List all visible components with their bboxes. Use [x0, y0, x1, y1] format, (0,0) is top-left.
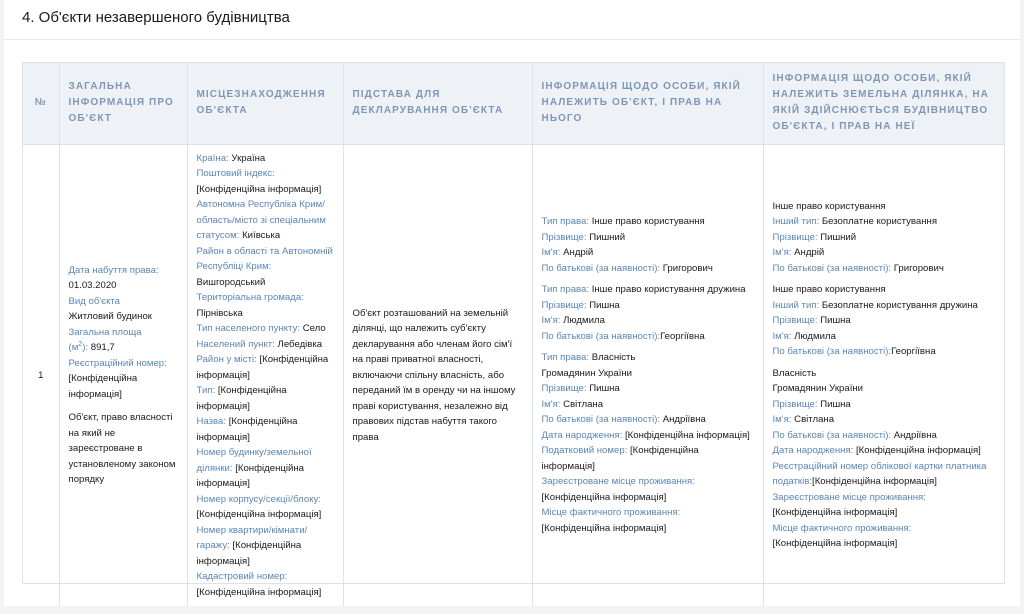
street-type-label: Тип:	[196, 385, 216, 396]
land1-other-label: Інший тип:	[772, 216, 820, 228]
land3-citizenship: Громадянин України	[772, 383, 864, 395]
owner3-name-label: Ім'я:	[541, 398, 561, 410]
owner3-dob: [Конфіденційна інформація]	[624, 429, 750, 441]
land2-patronymic: Георгіївна	[891, 346, 936, 358]
settlement-type: Село	[302, 323, 326, 334]
owner3-tax-label: Податковий номер:	[541, 445, 628, 457]
block-number: [Конфіденційна інформація]	[196, 509, 322, 520]
owner2-name: Людмила	[563, 315, 605, 327]
settlement-label: Населений пункт:	[196, 338, 275, 350]
land3-right: Власність	[772, 367, 817, 379]
owner3-patronymic: Андріївна	[662, 414, 706, 426]
postal-label: Поштовий індекс:	[196, 168, 275, 179]
land3-reg-addr-label: Зареєстроване місце проживання:	[772, 491, 926, 503]
land3-fact-addr-label: Місце фактичного проживання:	[772, 522, 912, 534]
owner1-name: Андрій	[563, 247, 594, 259]
area-value: 891,7	[90, 342, 115, 354]
owner2-patronymic-label: По батькові (за наявності):	[541, 330, 661, 342]
house-label: Номер будинку/земельної ділянки:	[196, 447, 312, 474]
house-number: [Конфіденційна інформація]	[196, 462, 304, 489]
land2-surname: Пишна	[820, 315, 851, 327]
owner1-surname-label: Прізвище:	[541, 231, 587, 243]
owner3-reg-addr-label: Зареєстроване місце проживання:	[541, 476, 695, 488]
owner3-surname: Пишна	[589, 383, 620, 395]
owner1-right: Інше право користування	[591, 216, 705, 228]
land3-reg-addr: [Конфіденційна інформація]	[772, 507, 898, 519]
basis-cell	[343, 144, 532, 606]
cadastral-label: Кадастровий номер:	[196, 571, 288, 582]
owner3-right: Власність	[591, 352, 636, 364]
owner1-patronymic-label: По батькові (за наявності):	[541, 262, 661, 274]
object-type: Житловий будинок	[68, 311, 152, 323]
owner1-name-label: Ім'я:	[541, 247, 561, 259]
owner3-citizenship: Громадянин України	[541, 367, 633, 379]
land3-surname: Пишна	[820, 398, 851, 410]
header-general: ЗАГАЛЬНА ІНФОРМАЦІЯ ПРО ОБ'ЄКТ	[59, 63, 187, 144]
land1-patronymic: Григорович	[893, 262, 944, 274]
land3-dob-label: Дата народження:	[772, 445, 854, 457]
land3-tax: [Конфіденційна інформація]	[812, 476, 937, 488]
header-location: МІСЦЕЗНАХОДЖЕННЯ ОБ'ЄКТА	[187, 63, 343, 144]
block-label: Номер корпусу/секції/блоку:	[196, 493, 321, 505]
land1-surname-label: Прізвище:	[772, 231, 818, 243]
declaration-table	[23, 63, 1004, 606]
row-number: 1	[23, 144, 59, 606]
owner2-name-label: Ім'я:	[541, 315, 561, 327]
unfinished-objects-table	[22, 62, 1005, 598]
city-district-label: Район у місті:	[196, 354, 257, 365]
reg-number-label: Реєстраційний номер:	[68, 357, 167, 369]
header-num: №	[23, 63, 59, 144]
acq-date-label: Дата набуття права:	[68, 264, 159, 276]
land2-other-label: Інший тип:	[772, 299, 820, 311]
reg-number: [Конфіденційна інформація]	[68, 373, 138, 400]
settlement: Лебедівка	[277, 338, 323, 350]
land-cell	[763, 144, 1004, 606]
owner3-surname-label: Прізвище:	[541, 383, 587, 395]
district-label: Район в області та Автономній Республіці Крим:	[196, 245, 333, 272]
land3-patronymic-label: По батькові (за наявності):	[772, 429, 892, 441]
type-label: Вид об'єкта	[68, 295, 121, 307]
owner3-name: Світлана	[563, 398, 604, 410]
owner3-fact-addr-label: Місце фактичного проживання:	[541, 507, 681, 519]
land3-fact-addr: [Конфіденційна інформація]	[772, 538, 898, 550]
region: Київська	[242, 230, 281, 241]
apt-label: Номер квартири/кімнати/гаражу:	[196, 524, 308, 551]
street-name-label: Назва:	[196, 416, 227, 427]
location-cell	[187, 144, 343, 606]
section-header	[4, 0, 1020, 40]
street-name: [Конфіденційна інформація]	[196, 416, 298, 443]
land2-name-label: Ім'я:	[772, 330, 792, 342]
region-label: Автономна Республіка Крим/область/місто зі спеціальним статусом:	[196, 199, 326, 241]
city-district: [Конфіденційна інформація]	[196, 354, 329, 381]
owner3-reg-addr: [Конфіденційна інформація]	[541, 491, 667, 503]
street-type: [Конфіденційна інформація]	[196, 385, 287, 412]
land1-right: Інше право користування	[772, 200, 886, 212]
area-label: Загальна площа $(м^2)$:	[68, 326, 142, 354]
owner3-patronymic-label: По батькові (за наявності):	[541, 414, 661, 426]
land1-other: Безоплатне користування	[821, 216, 938, 228]
header-basis: ПІДСТАВА ДЛЯ ДЕКЛАРУВАННЯ ОБ'ЄКТА	[343, 63, 532, 144]
land3-tax-label: Реєстраційний номер облікової картки платника податків:	[772, 460, 987, 488]
land3-dob: [Конфіденційна інформація]	[855, 445, 981, 457]
land2-right: Інше право користування	[772, 284, 886, 296]
acq-date: 01.03.2020	[68, 280, 117, 292]
owner1-patronymic: Григорович	[662, 262, 713, 274]
owner2-surname-label: Прізвище:	[541, 299, 587, 311]
land3-patronymic: Андріївна	[893, 429, 937, 441]
owner2-right: Інше право користування дружина	[591, 284, 746, 296]
owner3-right-label: Тип права:	[541, 352, 590, 364]
apt-number: [Конфіденційна інформація]	[196, 540, 302, 567]
basis-text: Об'єкт розташований на земельній ділянці, що належить суб'єкту декларування або членам його сім'ї на праві приватної власності, включаючи спільну власність, або переданий їм в оренду чи на іншому праві користування, незалежно від правових підстав набуття такого права	[352, 307, 516, 443]
land2-surname-label: Прізвище:	[772, 315, 818, 327]
land3-name-label: Ім'я:	[772, 414, 792, 426]
owner1-right-label: Тип права:	[541, 216, 590, 228]
registration-note: Об'єкт, право власності на який не зареєстроване в установленому законом порядку	[68, 412, 176, 486]
land1-name: Андрій	[794, 247, 825, 259]
land1-surname: Пишний	[820, 231, 857, 243]
owner3-dob-label: Дата народження:	[541, 429, 623, 441]
land1-patronymic-label: По батькові (за наявності):	[772, 262, 892, 274]
section-card	[4, 0, 1020, 606]
land2-patronymic-label: По батькові (за наявності):	[772, 346, 892, 358]
land3-surname-label: Прізвище:	[772, 398, 818, 410]
header-row	[23, 63, 1004, 144]
country: Україна	[231, 152, 266, 164]
land3-name: Світлана	[794, 414, 835, 426]
district: Вишгородський	[196, 276, 266, 288]
owner1-surname: Пишний	[589, 231, 626, 243]
general-cell	[59, 144, 187, 606]
owner2-right-label: Тип права:	[541, 284, 590, 296]
postal-code: [Конфіденційна інформація]	[196, 183, 322, 195]
header-owner: ІНФОРМАЦІЯ ЩОДО ОСОБИ, ЯКІЙ НАЛЕЖИТЬ ОБ'ЄКТ, І ПРАВ НА НЬОГО	[532, 63, 763, 144]
country-label: Країна:	[196, 152, 229, 164]
land2-name: Людмила	[794, 330, 836, 342]
header-land: ІНФОРМАЦІЯ ЩОДО ОСОБИ, ЯКІЙ НАЛЕЖИТЬ ЗЕМЕЛЬНА ДІЛЯНКА, НА ЯКІЙ ЗДІЙСНЮЄТЬСЯ БУДІВНИЦТВО ОБ'ЄКТА, І ПРАВ НА НЕЇ	[763, 63, 1004, 144]
community: Пірнівська	[196, 307, 243, 319]
owner-cell	[532, 144, 763, 606]
settlement-type-label: Тип населеного пункту:	[196, 323, 301, 334]
table-row	[23, 144, 1004, 606]
community-label: Територіальна громада:	[196, 292, 304, 303]
section-title: 4. Об'єкти незавершеного будівництва	[22, 9, 290, 26]
owner3-tax: [Конфіденційна інформація]	[541, 445, 699, 472]
cadastral-number: [Конфіденційна інформація]	[196, 586, 322, 598]
land1-name-label: Ім'я:	[772, 247, 792, 259]
owner2-patronymic: Георгіївна	[660, 330, 705, 342]
owner3-fact-addr: [Конфіденційна інформація]	[541, 522, 667, 534]
owner2-surname: Пишна	[589, 299, 620, 311]
land2-other: Безоплатне користування дружина	[821, 299, 978, 311]
